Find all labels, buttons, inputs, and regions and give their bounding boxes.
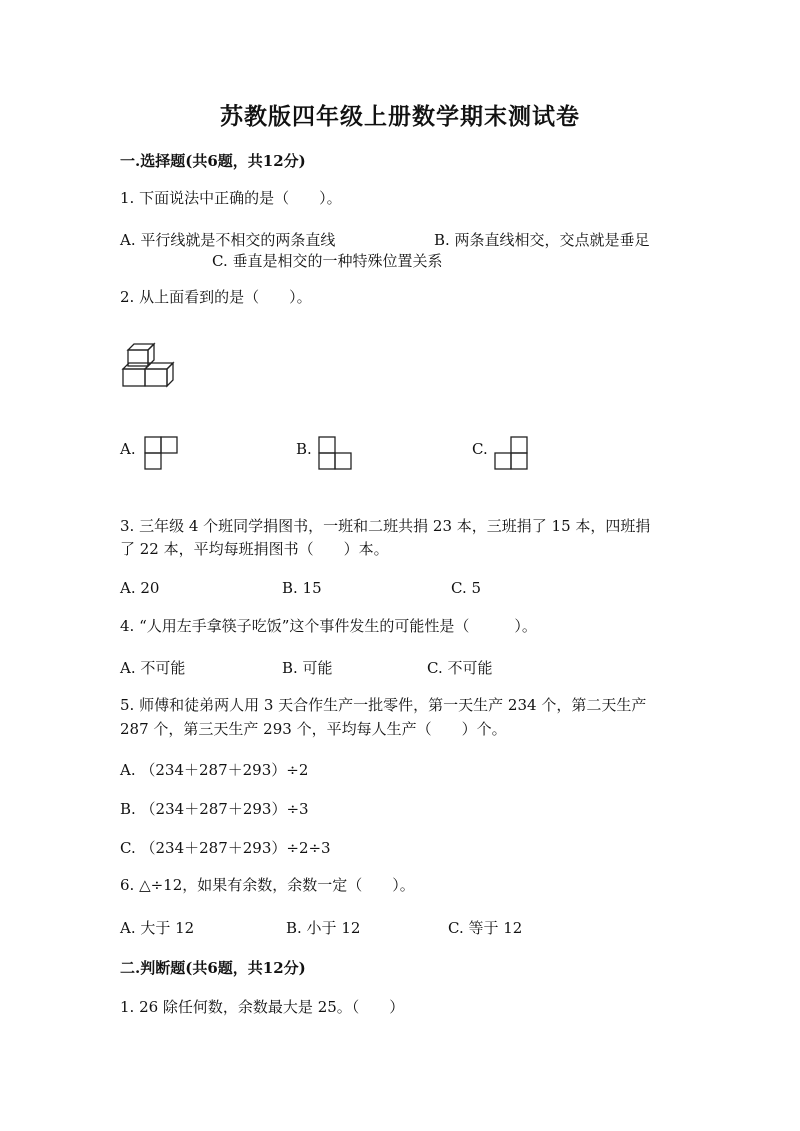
question-6-option-b: B. 小于 12 [286,919,361,937]
cube-stack-figure [118,340,184,390]
question-3-option-b: B. 15 [282,579,322,597]
question-5-stem-line-1: 5. 师傅和徒弟两人用 3 天合作生产一批零件，第一天生产 234 个，第二天生产 [120,696,647,714]
question-5-stem-line-2: 287 个，第三天生产 293 个，平均每人生产（ ）个。 [120,720,507,738]
question-4-stem: 4. “人用左手拿筷子吃饭”这个事件发生的可能性是（ ）。 [120,617,537,635]
question-6-option-c: C. 等于 12 [448,919,523,937]
question-5-option-b: B. （234＋287＋293）÷3 [120,800,309,818]
judgement-question-1-stem: 1. 26 除任何数，余数最大是 25。（ ） [120,998,405,1016]
question-2-option-a: A. [120,440,136,458]
section-heading-judgement: 二.判断题(共6题，共12分) [120,959,306,977]
question-1-option-b: B. 两条直线相交，交点就是垂足 [434,231,650,249]
question-6-option-a: A. 大于 12 [120,919,195,937]
question-3-stem-line-1: 3. 三年级 4 个班同学捐图书，一班和二班共捐 23 本，三班捐了 15 本，四班捐 [120,517,651,535]
question-4-option-c: C. 不可能 [427,659,493,677]
question-5-option-c: C. （234＋287＋293）÷2÷3 [120,839,331,857]
question-2-stem: 2. 从上面看到的是（ ）。 [120,288,312,306]
question-1-option-a: A. 平行线就是不相交的两条直线 [120,231,336,249]
question-4-option-b: B. 可能 [282,659,333,677]
option-a-top-view-icon [144,436,178,470]
section-heading-choice: 一.选择题(共6题，共12分) [120,152,306,170]
question-2-option-b: B. [296,440,312,458]
question-1-option-c: C. 垂直是相交的一种特殊位置关系 [212,252,443,270]
option-b-top-view-icon [318,436,352,470]
question-3-stem-line-2: 了 22 本，平均每班捐图书（ ）本。 [120,540,389,558]
question-4-option-a: A. 不可能 [120,659,186,677]
question-5-option-a: A. （234＋287＋293）÷2 [120,761,309,779]
option-c-top-view-icon [494,436,528,470]
question-2-option-c: C. [472,440,488,458]
question-3-option-a: A. 20 [120,579,160,597]
page-title: 苏教版四年级上册数学期末测试卷 [220,103,580,130]
question-1-stem: 1. 下面说法中正确的是（ ）。 [120,189,342,207]
question-6-stem: 6. △÷12，如果有余数，余数一定（ ）。 [120,876,415,894]
question-3-option-c: C. 5 [451,579,482,597]
